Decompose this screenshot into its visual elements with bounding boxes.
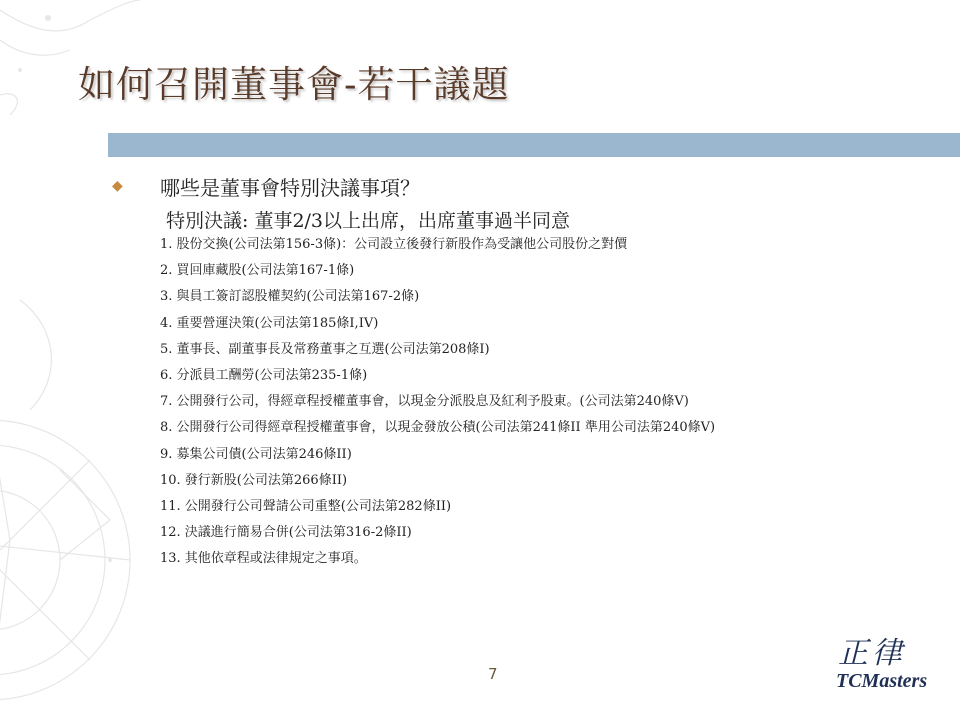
special-resolution-definition: 特別決議: 董事2/3以上出席，出席董事過半同意: [166, 210, 571, 232]
logo-english-text: TCMasters: [836, 670, 928, 692]
diamond-bullet-icon: ◆: [112, 178, 123, 194]
list-item: 2. 買回庫藏股(公司法第167-1條): [160, 263, 355, 279]
list-item: 10. 發行新股(公司法第266條II): [160, 472, 348, 488]
tcmasters-logo: [826, 628, 956, 698]
main-question: 哪些是董事會特別決議事項？: [160, 176, 420, 200]
list-item: 8. 公開發行公司得經章程授權董事會，以現金發放公積(公司法第241條II 準用公司法第240條V): [160, 420, 716, 436]
list-item: 7. 公開發行公司，得經章程授權董事會，以現金分派股息及紅利予股東。(公司法第240條V): [160, 394, 689, 410]
title-accent-bar: [108, 133, 960, 157]
list-item: 1. 股份交換(公司法第156-3條)：公司設立後發行新股作為受讓他公司股份之對價: [160, 237, 628, 252]
list-item: 11. 公開發行公司聲請公司重整(公司法第282條II): [160, 498, 452, 514]
list-item: 5. 董事長、副董事長及常務董事之互選(公司法第208條I): [160, 341, 490, 357]
list-item: 4. 重要營運決策(公司法第185條I,IV): [160, 315, 379, 331]
list-item: 12. 決議進行簡易合併(公司法第316-2條II): [160, 525, 412, 541]
page-number: 7: [488, 665, 498, 683]
list-item: 3. 與員工簽訂認股權契約(公司法第167-2條): [160, 289, 420, 305]
list-item: 9. 募集公司債(公司法第246條II): [160, 446, 352, 462]
resolution-items-list: [160, 236, 715, 576]
logo-chinese-text: 正律: [838, 636, 906, 671]
page-title: 如何召開董事會-若干議題: [78, 63, 510, 106]
list-item: 6. 分派員工酬勞(公司法第235-1條): [160, 367, 368, 383]
list-item: 13. 其他依章程或法律規定之事項。: [160, 551, 367, 567]
